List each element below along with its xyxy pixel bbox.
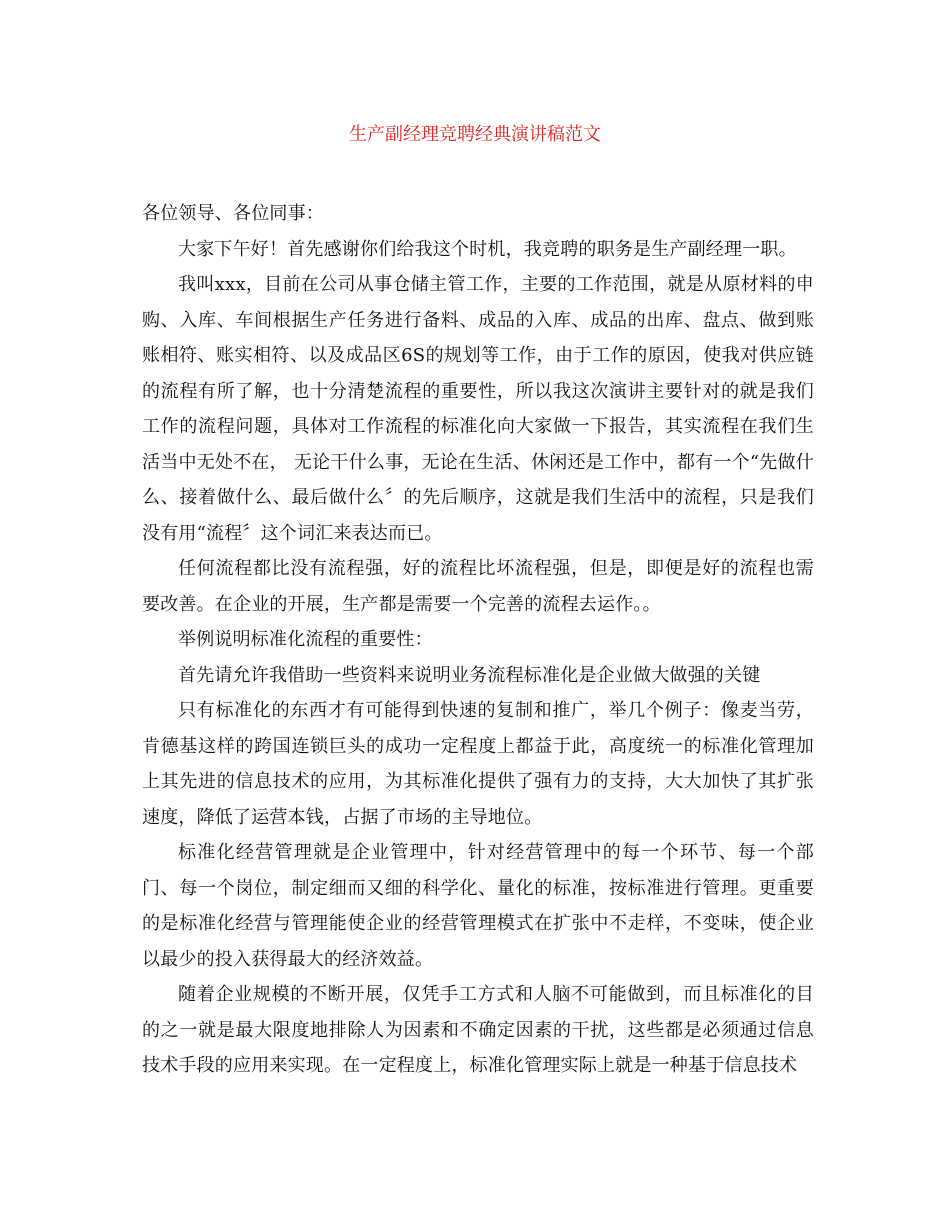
paragraph-standardized-management: 标准化经营管理就是企业管理中，针对经营管理中的每一个环节、每一个部门、每一个岗位，制定细而又细的科学化、量化的标准，按标准进行管理。更重要的是标准化经营与管理能使企业的经营管理模式在扩张中不走样，不变味，使企业以最少的投入获得最大的经济效益。	[142, 842, 814, 970]
paragraph-standardization-examples: 只有标准化的东西才有可能得到快速的复制和推广，举几个例子：像麦当劳，肯德基这样的跨国连锁巨头的成功一定程度上都益于此，高度统一的标准化管理加上其先进的信息技术的应用，为其标准化提供了强有力的支持，大大加快了其扩张速度，降低了运营本钱，占据了市场的主导地位。	[142, 700, 814, 828]
document-title: 生产副经理竞聘经典演讲稿范文	[349, 124, 601, 145]
salutation: 各位领导、各位同事：	[142, 203, 324, 224]
paragraph-introduction: 我叫xxx，目前在公司从事仓储主管工作，主要的工作范围，就是从原材料的申购、入库、车间根据生产任务进行备料、成品的入库、成品的出库、盘点、做到账账相符、账实相符、以及成品区6S的规划等工作，由于工作的原因，使我对供应链的流程有所了解，也十分清楚流程的重要性，所以我这次演讲主要针对的就是我们工作的流程问题，具体对工作流程的标准化向大家做一下报告，其实流程在我们生活当中无处不在， 无论干什么事，无论在生活、休闲还是工作中，都有一个“先做什么、接着做什么、最后做什么〞的先后顺序，这就是我们生活中的流程，只是我们没有用“流程〞这个词汇来表达而已。	[142, 274, 814, 544]
paragraph-information-technology: 随着企业规模的不断开展，仅凭手工方式和人脑不可能做到，而且标准化的目的之一就是最大限度地排除人为因素和不确定因素的干扰，这些都是必须通过信息技术手段的应用来实现。在一定程度上，标准化管理实际上就是一种基于信息技术	[142, 984, 814, 1076]
document-body	[142, 196, 814, 1084]
paragraph-greeting: 大家下午好！首先感谢你们给我这个时机，我竞聘的职务是生产副经理一职。	[178, 238, 797, 260]
paragraph-process-improvement: 任何流程都比没有流程强，好的流程比坏流程强，但是，即便是好的流程也需要改善。在企业的开展，生产都是需要一个完善的流程去运作。。	[142, 558, 814, 615]
paragraph-materials-intro: 首先请允许我借助一些资料来说明业务流程标准化是企业做大做强的关键	[178, 664, 761, 686]
paragraph-example-heading: 举例说明标准化流程的重要性：	[178, 629, 433, 650]
